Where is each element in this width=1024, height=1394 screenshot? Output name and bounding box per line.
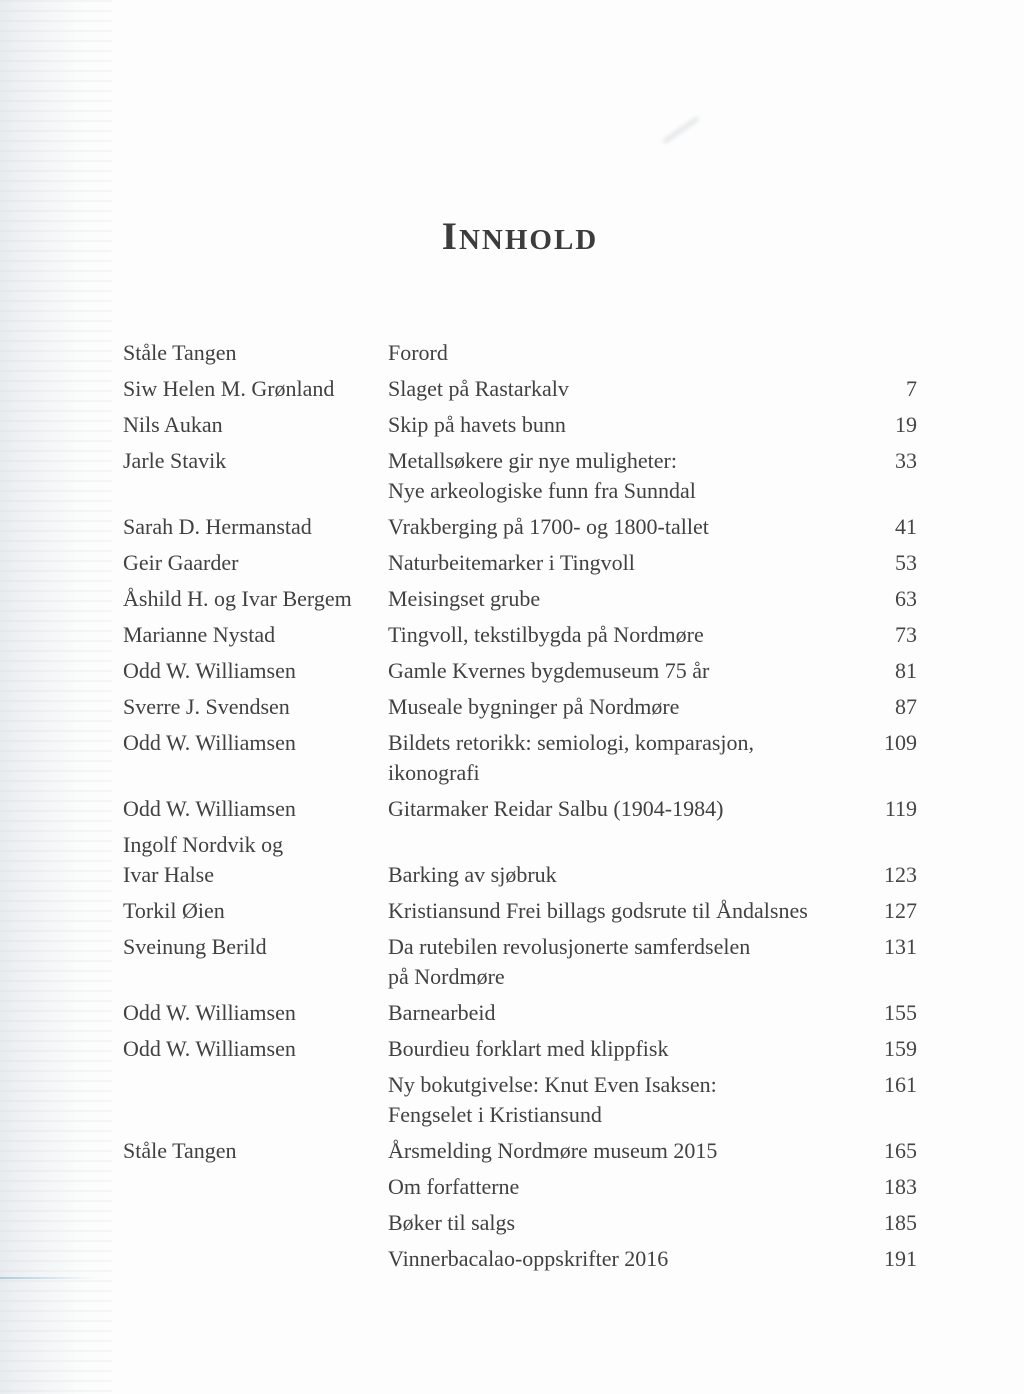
toc-row xyxy=(123,1136,917,1166)
toc-title-line: Da rutebilen revolusjonerte samferdselen xyxy=(388,934,751,959)
toc-author xyxy=(123,584,388,614)
toc-row xyxy=(123,446,917,506)
toc-author xyxy=(123,548,388,578)
toc-entry-title xyxy=(388,692,855,722)
toc-title-line: Skip på havets bunn xyxy=(388,412,566,437)
toc-row xyxy=(123,830,917,890)
toc-author xyxy=(123,998,388,1028)
toc-title-line: Bourdieu forklart med klippfisk xyxy=(388,1036,669,1061)
toc-title-line: Fengselet i Kristiansund xyxy=(388,1102,602,1127)
toc-page-number: 81 xyxy=(895,658,917,683)
toc-title-line: Naturbeitemarker i Tingvoll xyxy=(388,550,635,575)
toc-page-number: 41 xyxy=(895,514,917,539)
toc-title-line: Gitarmaker Reidar Salbu (1904-1984) xyxy=(388,796,724,821)
toc-title-line: Årsmelding Nordmøre museum 2015 xyxy=(388,1138,718,1163)
toc-row xyxy=(123,338,917,368)
toc-row xyxy=(123,728,917,788)
toc-title-line: Meisingset grube xyxy=(388,586,541,611)
toc-author xyxy=(123,830,388,890)
toc-author xyxy=(123,728,388,758)
toc-entry-title xyxy=(388,1070,855,1130)
toc-author xyxy=(123,620,388,650)
toc-author-line: Jarle Stavik xyxy=(123,448,227,473)
toc-author-line: Nils Aukan xyxy=(123,412,223,437)
toc-title-line: ikonografi xyxy=(388,760,480,785)
toc-title-line: Vinnerbacalao-oppskrifter 2016 xyxy=(388,1246,669,1271)
toc-row xyxy=(123,584,917,614)
toc-entry-title xyxy=(388,446,855,506)
toc-author xyxy=(123,896,388,926)
toc-title-line: Slaget på Rastarkalv xyxy=(388,376,569,401)
toc-row xyxy=(123,1208,917,1238)
toc-entry-title xyxy=(388,794,855,824)
toc-author-line: Siw Helen M. Grønland xyxy=(123,376,335,401)
toc-entry-title xyxy=(388,656,855,686)
toc-title-line: Vrakberging på 1700- og 1800-tallet xyxy=(388,514,709,539)
toc-row xyxy=(123,1172,917,1202)
toc-entry-title xyxy=(388,1136,855,1166)
toc-author-line: Ingolf Nordvik og xyxy=(123,832,284,857)
toc-author-line: Sarah D. Hermanstad xyxy=(123,514,312,539)
toc-entry-title xyxy=(388,1172,855,1202)
scan-left-edge-shadow xyxy=(0,0,112,1394)
toc-row xyxy=(123,692,917,722)
toc-title-line: Nye arkeologiske funn fra Sunndal xyxy=(388,478,696,503)
toc-entry-title xyxy=(388,896,855,926)
toc-author-line: Odd W. Williamsen xyxy=(123,1036,296,1061)
toc-author xyxy=(123,512,388,542)
toc-page-number: 53 xyxy=(895,550,917,575)
page-title-initial: I xyxy=(441,215,459,259)
toc-row xyxy=(123,410,917,440)
toc-author xyxy=(123,794,388,824)
scan-artifact-smudge xyxy=(663,116,700,143)
toc-author-line: Odd W. Williamsen xyxy=(123,730,296,755)
toc-row xyxy=(123,932,917,992)
toc-row xyxy=(123,896,917,926)
toc-title-line: Metallsøkere gir nye muligheter: xyxy=(388,448,677,473)
toc-page-number: 183 xyxy=(884,1174,917,1199)
toc-title-line: Bildets retorikk: semiologi, komparasjon, xyxy=(388,730,755,755)
toc-row xyxy=(123,794,917,824)
toc-author xyxy=(123,656,388,686)
toc-author-line: Åshild H. og Ivar Bergem xyxy=(123,586,352,611)
toc-page-number: 155 xyxy=(884,1000,917,1025)
toc-author-line: Ivar Halse xyxy=(123,862,215,887)
toc-entry-title xyxy=(388,1034,855,1064)
toc-page-number: 7 xyxy=(906,376,917,401)
toc-author-line: Sverre J. Svendsen xyxy=(123,694,290,719)
toc-author xyxy=(123,410,388,440)
page-title-rest: NNHOLD xyxy=(458,224,599,257)
toc-page-number: 73 xyxy=(895,622,917,647)
toc-page-number: 63 xyxy=(895,586,917,611)
toc-title-line: Kristiansund Frei billags godsrute til Åndalsnes xyxy=(388,898,808,923)
toc-row xyxy=(123,1244,917,1274)
toc-title-line: på Nordmøre xyxy=(388,964,505,989)
toc-author xyxy=(123,692,388,722)
toc-title-line: Barking av sjøbruk xyxy=(388,862,557,887)
toc-entry-title xyxy=(388,548,855,578)
scan-artifact-blue-line xyxy=(0,1277,96,1279)
toc-row xyxy=(123,656,917,686)
toc-author-line: Odd W. Williamsen xyxy=(123,658,296,683)
toc-page-number: 33 xyxy=(895,448,917,473)
toc-page-number: 161 xyxy=(884,1072,917,1097)
toc-entry-title xyxy=(388,374,855,404)
toc-entry-title xyxy=(388,410,855,440)
toc-row xyxy=(123,1034,917,1064)
toc-page-number: 131 xyxy=(884,934,917,959)
toc-entry-title xyxy=(388,830,855,890)
toc-title-line: Bøker til salgs xyxy=(388,1210,516,1235)
toc-page-number: 191 xyxy=(884,1246,917,1271)
toc-author xyxy=(123,932,388,962)
toc-entry-title xyxy=(388,512,855,542)
toc-author-line: Ståle Tangen xyxy=(123,1138,237,1163)
toc-entry-title xyxy=(388,728,855,788)
toc-title-line: Gamle Kvernes bygdemuseum 75 år xyxy=(388,658,710,683)
toc-page-number: 127 xyxy=(884,898,917,923)
toc-row xyxy=(123,548,917,578)
toc-entry-title xyxy=(388,620,855,650)
toc-row xyxy=(123,998,917,1028)
toc xyxy=(123,338,917,1280)
toc-page-number: 87 xyxy=(895,694,917,719)
toc-page-number: 165 xyxy=(884,1138,917,1163)
page-title xyxy=(123,217,917,260)
toc-page-number: 109 xyxy=(884,730,917,755)
toc-entry-title xyxy=(388,584,855,614)
toc-author xyxy=(123,1034,388,1064)
toc-title-line: Forord xyxy=(388,340,448,365)
toc-author-line: Odd W. Williamsen xyxy=(123,796,296,821)
toc-row xyxy=(123,512,917,542)
toc-title-line: Tingvoll, tekstilbygda på Nordmøre xyxy=(388,622,704,647)
toc-entry-title xyxy=(388,932,855,992)
toc-entry-title xyxy=(388,1208,855,1238)
toc-title-line: Ny bokutgivelse: Knut Even Isaksen: xyxy=(388,1072,717,1097)
toc-entry-title xyxy=(388,998,855,1028)
toc-author xyxy=(123,374,388,404)
toc-author-line: Ståle Tangen xyxy=(123,340,237,365)
toc-title-line: Barnearbeid xyxy=(388,1000,496,1025)
toc-entry-title xyxy=(388,338,855,368)
toc-page-number: 19 xyxy=(895,412,917,437)
toc-row xyxy=(123,620,917,650)
toc-author-line: Torkil Øien xyxy=(123,898,225,923)
toc-page-number: 123 xyxy=(884,862,917,887)
toc-author xyxy=(123,338,388,368)
toc-title-line: Museale bygninger på Nordmøre xyxy=(388,694,680,719)
toc-row xyxy=(123,1070,917,1130)
toc-page-number: 159 xyxy=(884,1036,917,1061)
toc-author-line: Marianne Nystad xyxy=(123,622,276,647)
toc-row xyxy=(123,374,917,404)
toc-page-number: 185 xyxy=(884,1210,917,1235)
toc-page-number: 119 xyxy=(884,796,917,821)
toc-author-line: Odd W. Williamsen xyxy=(123,1000,296,1025)
toc-author-line: Sveinung Berild xyxy=(123,934,267,959)
toc-entry-title xyxy=(388,1244,855,1274)
toc-author xyxy=(123,446,388,476)
toc-title-line: Om forfatterne xyxy=(388,1174,520,1199)
toc-author-line: Geir Gaarder xyxy=(123,550,239,575)
toc-author xyxy=(123,1136,388,1166)
